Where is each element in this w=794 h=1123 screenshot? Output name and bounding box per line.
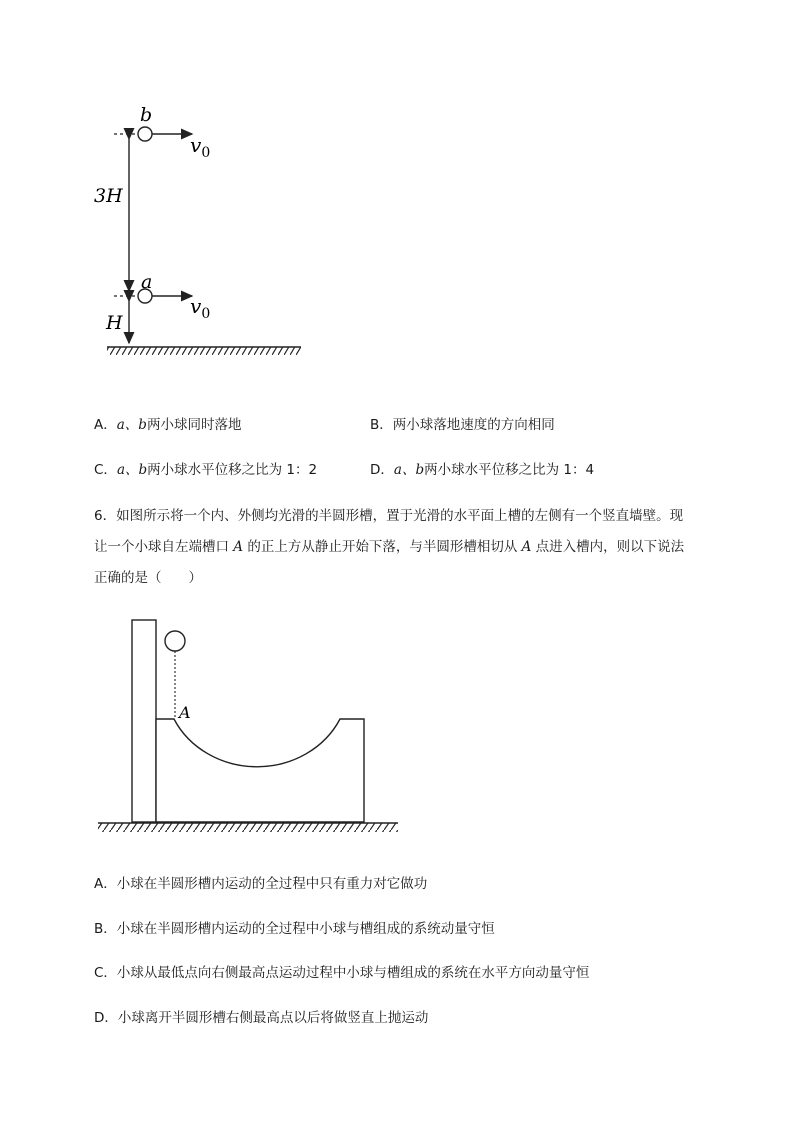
semicircular-groove bbox=[156, 719, 364, 822]
q5-option-b: B．两小球落地速度的方向相同 bbox=[370, 417, 555, 433]
ball-b bbox=[138, 127, 152, 141]
ground-hatch bbox=[98, 823, 398, 832]
b-label: b bbox=[140, 104, 153, 126]
question-6-stem bbox=[94, 501, 684, 594]
vertical-wall bbox=[132, 620, 156, 822]
h-label: H bbox=[106, 312, 123, 334]
point-a-label: A bbox=[179, 703, 191, 722]
q6-option-d: D．小球离开半圆形槽右侧最高点以后将做竖直上抛运动 bbox=[94, 1010, 429, 1026]
q6-line-2: 让一个小球自左端槽口 A 的正上方从静止开始下落，与半圆形槽相切从 A 点进入槽内，则以下说法 bbox=[94, 539, 685, 555]
ball bbox=[165, 631, 185, 651]
b-v0-label: $v_0$ bbox=[190, 133, 211, 161]
q5-option-a: A．a、b两小球同时落地 bbox=[94, 417, 242, 433]
q6-option-c: C．小球从最低点向右侧最高点运动过程中小球与槽组成的系统在水平方向动量守恒 bbox=[94, 965, 590, 981]
q6-option-b: B．小球在半圆形槽内运动的全过程中小球与槽组成的系统动量守恒 bbox=[94, 921, 495, 937]
a-label: a bbox=[141, 271, 153, 293]
q6-line-3: 正确的是（ ） bbox=[94, 570, 202, 586]
3h-label: 3H bbox=[94, 185, 123, 207]
projectile-figure bbox=[80, 95, 320, 370]
q5-option-d: D．a、b两小球水平位移之比为 1：4 bbox=[370, 462, 595, 478]
ground-hatch bbox=[107, 347, 301, 355]
groove-figure bbox=[90, 610, 410, 840]
q6-line-1: 6．如图所示将一个内、外侧均光滑的半圆形槽，置于光滑的水平面上槽的左侧有一个竖直墙壁。现 bbox=[94, 508, 684, 524]
a-v0-label: $v_0$ bbox=[190, 294, 211, 322]
q5-option-c: C．a、b两小球水平位移之比为 1：2 bbox=[94, 462, 318, 478]
q6-option-a: A．小球在半圆形槽内运动的全过程中只有重力对它做功 bbox=[94, 876, 428, 892]
